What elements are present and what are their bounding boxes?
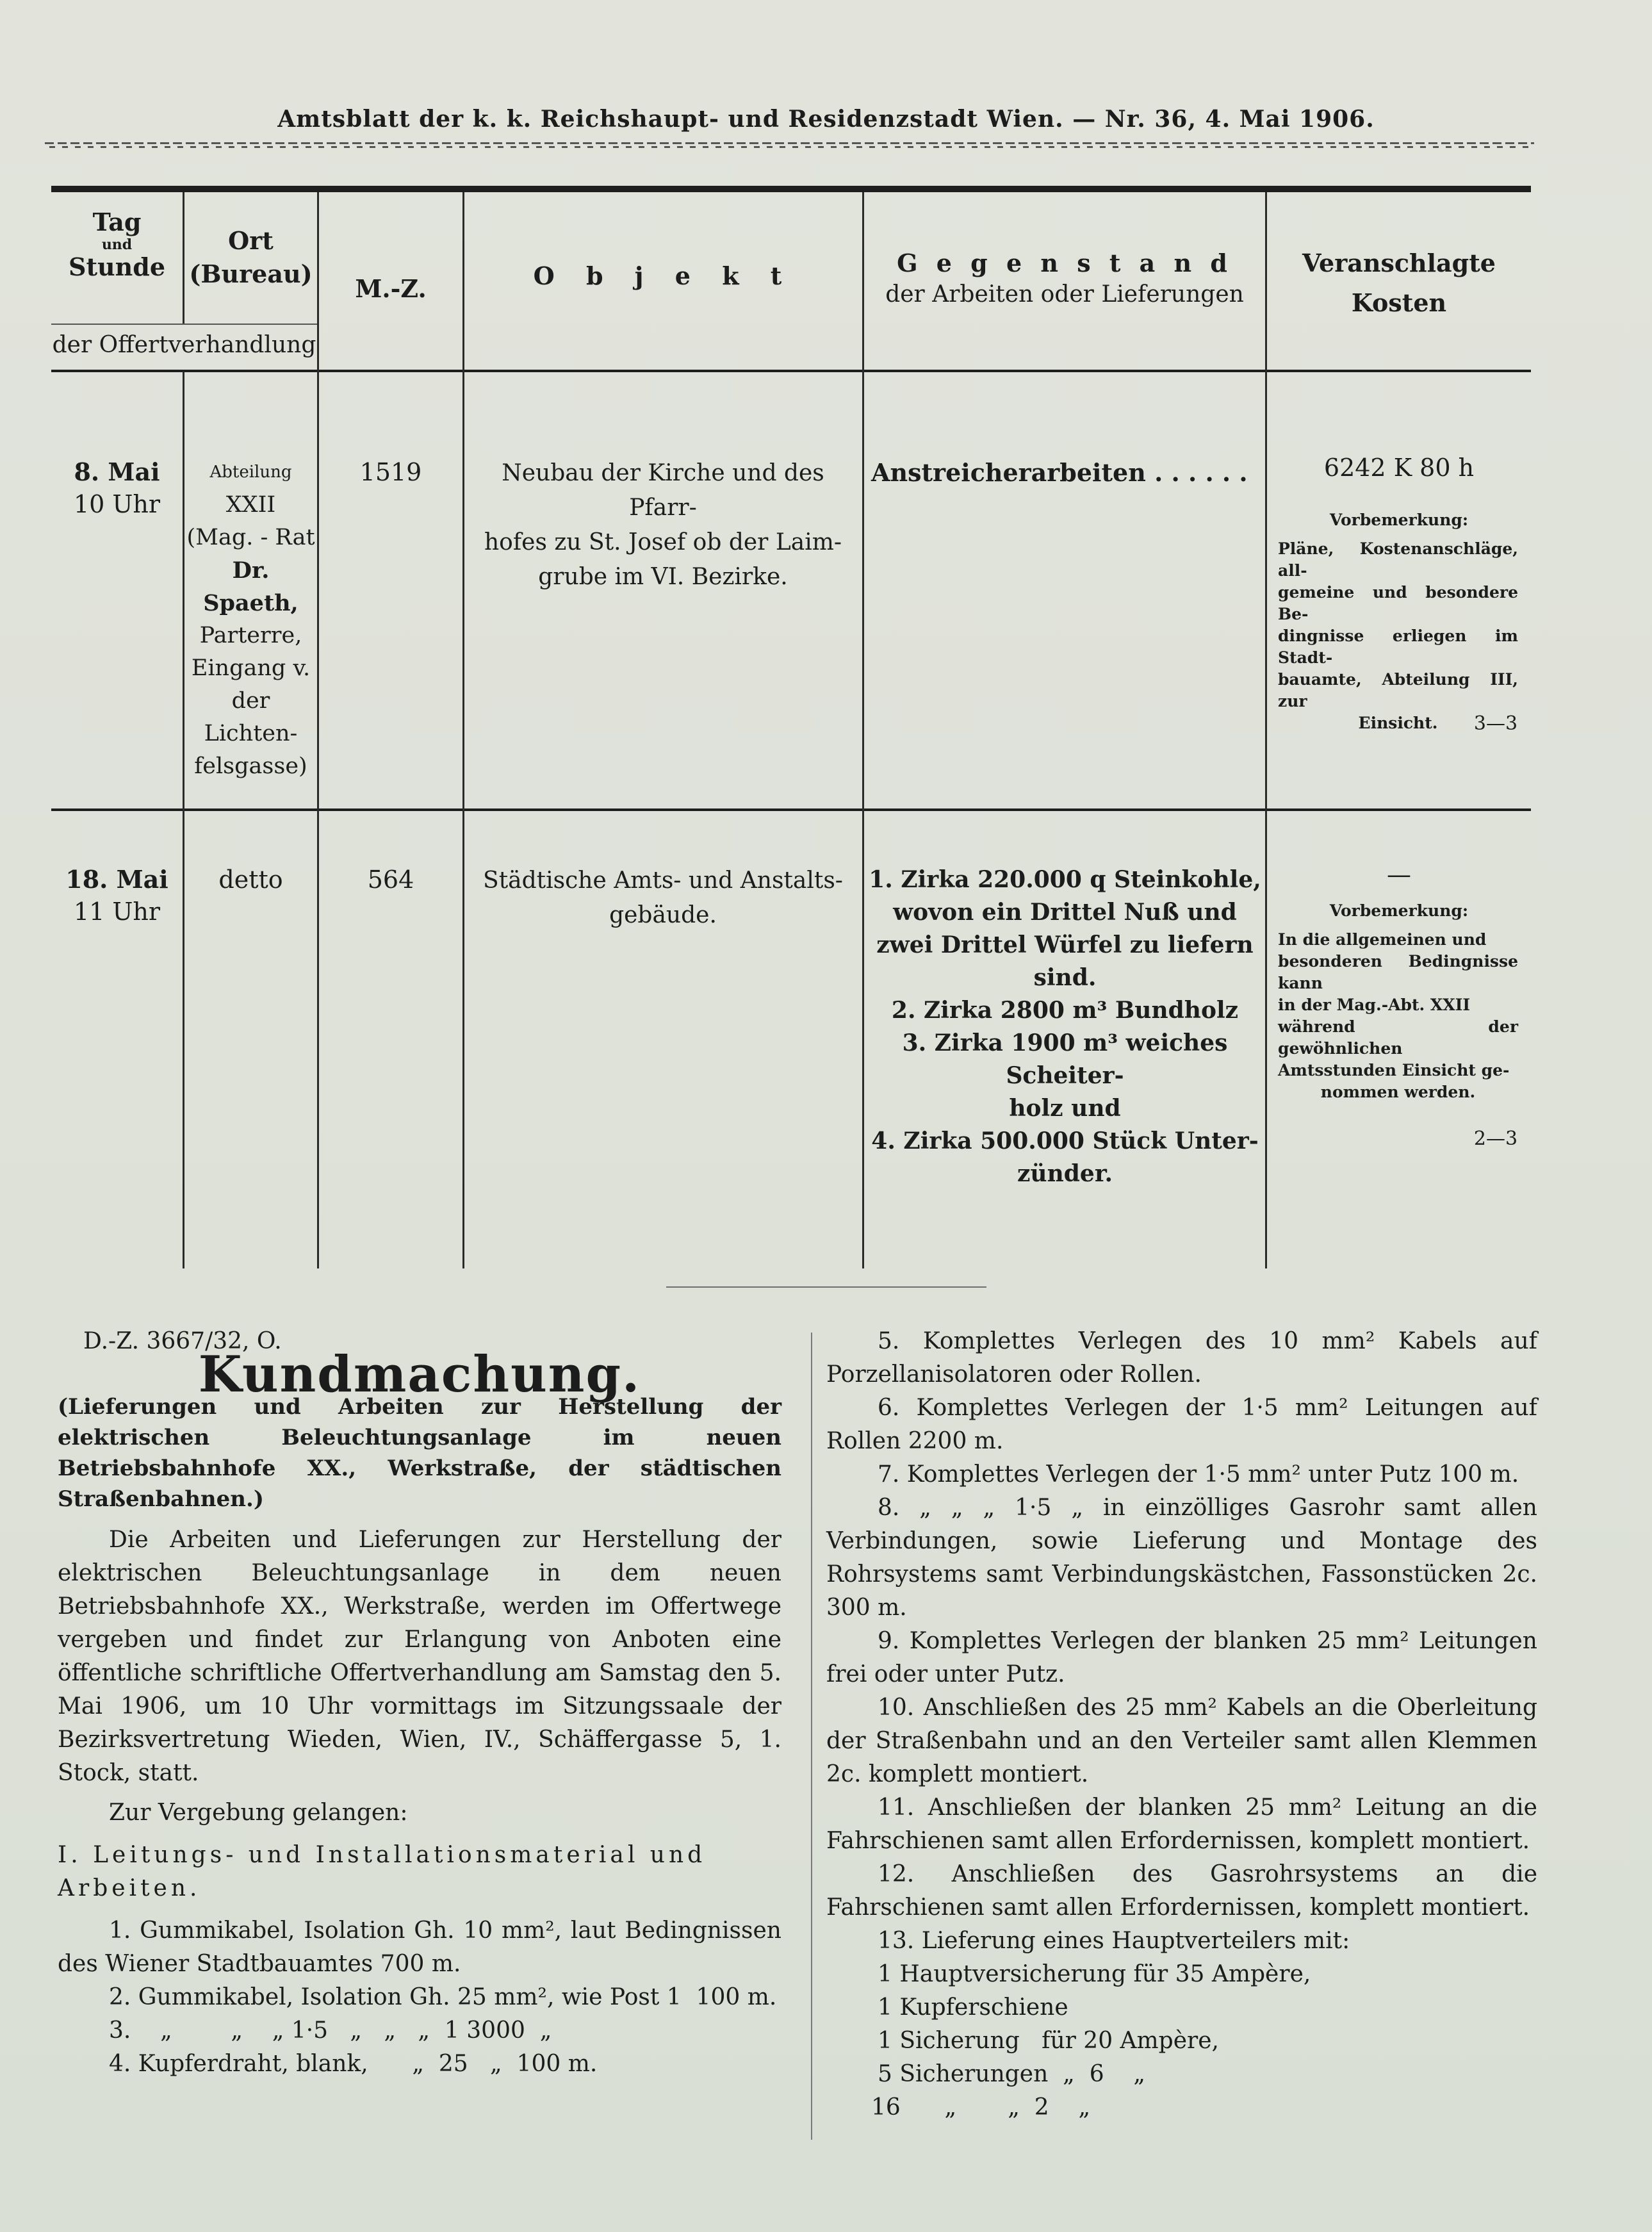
row1-objekt-line: hofes zu St. Josef ob der Laim- — [484, 529, 842, 555]
notice-item-8: 8. „ „ „ 1·5 „ in einzölliges Gasrohr samt allen Verbindungen, sowie Lieferung und Montage des Rohrsystems samt Verbindungskästchen, Fassonstücken 2c. 300 m. — [826, 1495, 1537, 1621]
column-rule — [811, 1333, 812, 2140]
notice-ref: D.-Z. 3667/32, O. — [83, 1328, 282, 1354]
row1-ort — [184, 456, 317, 783]
notice-left-column — [58, 1325, 781, 2081]
row2-gegenstand-line: 3. Zirka 1900 m³ weiches Scheiter- — [902, 1030, 1228, 1089]
row1-note-line: bauamte, Abteilung III, zur — [1278, 670, 1518, 710]
col-divider-4 — [862, 192, 864, 1268]
notice-item-12: 12. Anschließen des Gasrohrsystems an die Fahrschienen samt allen Erfordernissen, komplett montiert. — [826, 1861, 1537, 1921]
distributor-item: 1 Sicherung für 20 Ampère, — [878, 2028, 1219, 2054]
header-tag-line1: Tag — [92, 208, 142, 236]
header-tag — [51, 208, 183, 281]
row1-mz: 1519 — [359, 458, 422, 486]
notice-subtitle: (Lieferungen und Arbeiten zur Herstellung der elektrischen Beleuchtungsanlage im neuen Betriebsbahnhofe XX., Werkstraße, der städtischen Straßenbahnen.) — [58, 1394, 781, 1512]
notice-item-2: 2. Gummikabel, Isolation Gh. 25 mm², wie Post 1 100 m. — [109, 1984, 777, 2010]
row2-objekt-line: Städtische Amts- und Anstalts- — [483, 867, 843, 894]
table-header-rule — [51, 370, 1531, 372]
row1-ref: 3—3 — [1473, 712, 1518, 735]
row1-note-line: Pläne, Kostenanschläge, all- — [1278, 539, 1518, 580]
row2-mz: 564 — [367, 866, 414, 894]
row1-objekt-line: grube im VI. Bezirke. — [538, 564, 788, 590]
table-row-divider — [51, 808, 1531, 811]
header-gegenstand-line1: G e g e n s t a n d — [897, 249, 1232, 277]
row2-note-line: nommen werden. — [1320, 1083, 1476, 1101]
notice-item-1: 1. Gummikabel, Isolation Gh. 10 mm², laut Bedingnissen des Wiener Stadtbauamtes 700 m. — [58, 1917, 781, 1977]
header-mz: M.-Z. — [355, 274, 427, 303]
table-top-rule — [51, 186, 1531, 192]
row1-ort-line: der Lichten- — [204, 688, 298, 746]
row1-ort-line: felsgasse) — [194, 753, 307, 779]
row2-note-line: In die allgemeinen und — [1278, 930, 1487, 949]
header-ort-line2: (Bureau) — [189, 259, 313, 288]
header-tag-line2: und — [101, 236, 133, 253]
row2-vorbemerkung-title: Vorbemerkung: — [1329, 901, 1469, 920]
notice-item-9: 9. Komplettes Verlegen der blanken 25 mm² Leitungen frei oder unter Putz. — [826, 1628, 1537, 1687]
col-divider-5 — [1265, 192, 1267, 1268]
row2-note-line: in der Mag.-Abt. XXII — [1278, 996, 1471, 1014]
row2-date — [51, 864, 183, 928]
row1-objekt — [471, 456, 855, 595]
row2-ref: 2—3 — [1473, 1128, 1518, 1150]
row1-note-line: gemeine und besondere Be- — [1278, 583, 1518, 623]
notice-item-4: 4. Kupferdraht, blank, „ 25 „ 100 m. — [109, 2051, 598, 2077]
row1-ort-line: XXII — [225, 492, 276, 518]
row1-ort-line: (Mag. - Rat — [186, 525, 315, 550]
row2-vorbemerkung — [1278, 929, 1518, 1103]
row2-note-line: besonderen Bedingnisse kann — [1278, 952, 1518, 992]
row1-ort-line: Eingang v. — [191, 655, 311, 681]
row2-gegenstand-line: holz und — [1009, 1095, 1121, 1122]
header-objekt: O b j e k t — [533, 261, 794, 290]
header-ort — [184, 224, 317, 291]
row2-date-time: 11 Uhr — [73, 898, 161, 926]
row2-gegenstand-line: wovon ein Drittel Nuß und — [893, 899, 1237, 926]
row1-vorbemerkung-title: Vorbemerkung: — [1329, 511, 1469, 529]
notice-section-heading: I. Leitungs- und Installationsmaterial und Arbeiten. — [58, 1842, 707, 1901]
row2-gegenstand-line: 1. Zirka 220.000 q Steinkohle, — [869, 866, 1261, 893]
header-ornament-line — [45, 142, 1534, 144]
header-offert: der Offertverhandlung — [52, 332, 316, 358]
notice-item-7: 7. Komplettes Verlegen der 1·5 mm² unter Putz 100 m. — [878, 1461, 1519, 1488]
notice-item-3: 3. „ „ „ 1·5 „ „ „ 1 3000 „ — [109, 2017, 552, 2044]
row1-ort-line: Dr. Spaeth, — [203, 557, 299, 616]
notice-item-6: 6. Komplettes Verlegen der 1·5 mm² Leitungen auf Rollen 2200 m. — [826, 1395, 1537, 1454]
header-kosten-line1: Veranschlagte — [1302, 249, 1496, 277]
notice-right-column — [826, 1325, 1537, 2124]
notice-item-10: 10. Anschließen des 25 mm² Kabels an die Oberleitung der Straßenbahn und an den Verteiler samt allen Klemmen 2c. komplett montiert. — [826, 1695, 1537, 1787]
running-header: Amtsblatt der k. k. Reichshaupt- und Residenzstadt Wien. — Nr. 36, 4. Mai 1906. — [277, 106, 1375, 133]
row1-date — [51, 456, 183, 520]
row2-note-line: während der gewöhnlichen — [1278, 1017, 1518, 1058]
header-kosten — [1267, 243, 1531, 323]
distributor-item: 16 „ „ 2 „ — [871, 2094, 1091, 2121]
header-ornament-line-2 — [45, 146, 1534, 148]
row1-date-day: 8. Mai — [74, 457, 160, 486]
row2-ort: detto — [218, 866, 283, 894]
row2-note-line: Amtsstunden Einsicht ge- — [1278, 1061, 1510, 1079]
row1-gegenstand: Anstreicherarbeiten . . . . . . — [871, 458, 1248, 487]
row2-gegenstand-line: sind. — [1033, 964, 1097, 991]
row2-gegenstand — [868, 864, 1262, 1190]
row1-date-time: 10 Uhr — [73, 490, 161, 518]
offert-span-rule — [51, 324, 317, 325]
notice-para1: Die Arbeiten und Lieferungen zur Herstellung der elektrischen Beleuchtungsanlage in dem neuen Betriebsbahnhofe XX., Werkstraße, werden im Offertwege vergeben und findet zur Erlangung von Anboten eine öffentliche schriftliche Offertverhandlung am Samstag den 5. Mai 1906, um 10 Uhr vormittags im Sitzungssaale der Bezirksvertretung Wieden, Wien, IV., Schäffergasse 5, 1. Stock, statt. — [58, 1527, 781, 1786]
header-ort-line1: Ort — [228, 226, 274, 255]
section-separator — [666, 1286, 986, 1288]
notice-para2: Zur Vergebung gelangen: — [109, 1800, 408, 1826]
col-divider-2 — [317, 192, 319, 1268]
row2-objekt — [471, 864, 855, 933]
notice-item-13: 13. Lieferung eines Hauptverteilers mit: — [878, 1928, 1350, 1954]
header-kosten-line2: Kosten — [1351, 288, 1447, 317]
row1-note-line: dingnisse erliegen im Stadt- — [1278, 627, 1518, 667]
row1-ort-line: Parterre, — [199, 623, 302, 648]
header-tag-line3: Stunde — [69, 252, 165, 281]
col-divider-3 — [462, 192, 464, 1268]
row2-gegenstand-line: zwei Drittel Würfel zu liefern — [876, 931, 1254, 958]
distributor-item: 1 Kupferschiene — [878, 1994, 1068, 2021]
row1-note-line: Einsicht. — [1358, 714, 1438, 732]
row1-kosten: 6242 K 80 h — [1323, 454, 1475, 482]
row2-objekt-line: gebäude. — [609, 902, 717, 928]
notice-item-5: 5. Komplettes Verlegen des 10 mm² Kabels auf Porzellanisolatoren oder Rollen. — [826, 1328, 1537, 1388]
notice-title: Kundmachung. — [198, 1345, 641, 1404]
distributor-item: 5 Sicherungen „ 6 „ — [878, 2061, 1146, 2087]
distributor-item: 1 Hauptversicherung für 35 Ampère, — [878, 1961, 1311, 1987]
header-gegenstand-line2: der Arbeiten oder Lieferungen — [885, 281, 1244, 308]
row1-objekt-line: Neubau der Kirche und des Pfarr- — [502, 460, 824, 521]
row2-kosten: — — [1387, 860, 1411, 889]
row2-gegenstand-line: 4. Zirka 500.000 Stück Unter- — [871, 1128, 1259, 1154]
row2-date-day: 18. Mai — [65, 865, 168, 894]
notice-item-11: 11. Anschließen der blanken 25 mm² Leitung an die Fahrschienen samt allen Erfordernissen, komplett montiert. — [826, 1794, 1537, 1854]
header-gegenstand — [864, 247, 1265, 311]
row2-gegenstand-line: zünder. — [1017, 1160, 1113, 1187]
row1-ort-line: Abteilung — [209, 463, 292, 482]
row2-gegenstand-line: 2. Zirka 2800 m³ Bundholz — [891, 997, 1239, 1024]
row1-vorbemerkung — [1278, 538, 1518, 734]
